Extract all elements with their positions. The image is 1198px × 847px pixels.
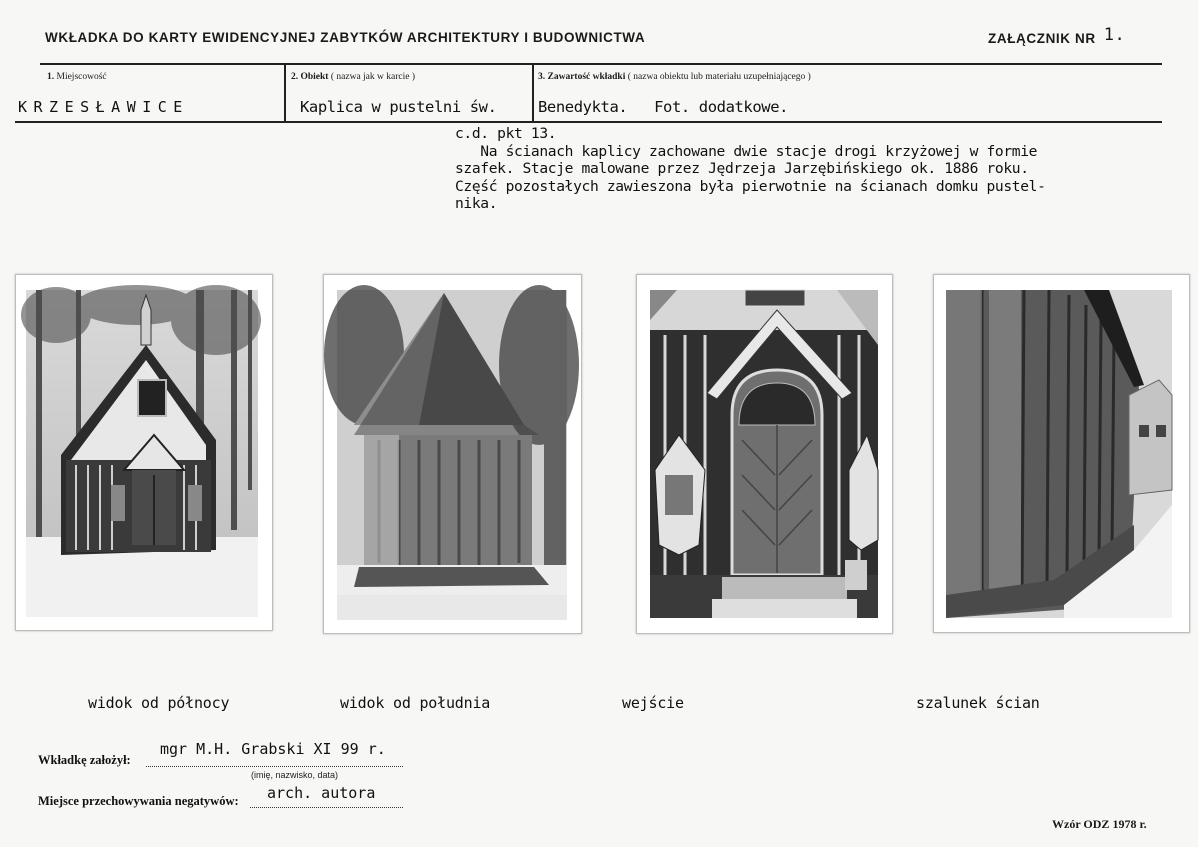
photo-entrance-image [637,275,892,633]
locality-label [47,72,107,82]
annex-label [988,25,1126,48]
top-rule [40,63,1162,65]
caption-wall-boarding: szalunek ścian [916,694,1040,712]
annex-label-text: ZAŁĄCZNIK NR [988,31,1096,46]
content-value: Benedykta. Fot. dodatkowe. [538,98,789,116]
photo-north-view-image [16,275,272,630]
locality-label-num: 1. [47,72,55,82]
description-line: Część pozostałych zawieszona była pierwotnie na ścianach domku pustel- [455,177,1046,195]
content-label-num: 3. [538,72,546,82]
object-value: Kaplica w pustelni św. [300,98,497,116]
annex-number: 1. [1103,25,1126,45]
object-label-num: 2. [291,72,299,82]
description-line: Na ścianach kaplicy zachowane dwie stacje drogi krzyżowej w formie [455,142,1038,160]
description-line: c.d. pkt 13. [455,125,557,142]
created-by-value: mgr M.H. Grabski XI 99 r. [160,740,386,758]
object-label-note: ( nazwa jak w karcie ) [330,72,415,82]
locality-value: KRZESŁAWICE [18,98,189,116]
caption-south-view: widok od południa [340,694,491,712]
content-label-note: ( nazwa obiektu lub materiału uzupełniającego ) [627,72,811,82]
locality-label-text: Miejscowość [56,72,107,82]
created-by-note: (imię, nazwisko, data) [251,770,339,780]
photo-wall-boarding [933,274,1190,633]
description-line: nika. [455,195,498,212]
object-label-text: Obiekt [300,72,329,82]
content-label [538,72,811,82]
object-label [291,72,415,82]
photo-south-view-image [324,275,581,633]
content-label-text: Zawartość wkładki [547,72,626,82]
caption-entrance: wejście [622,694,684,712]
photo-north-view [15,274,273,631]
field-divider-1 [284,64,286,122]
field-rule [15,121,1162,123]
photo-wall-boarding-image [934,275,1189,632]
negatives-storage-label: Miejsce przechowywania negatywów: [38,794,239,808]
caption-north-view: widok od północy [88,694,230,712]
created-by-dotted-line [146,766,403,767]
form-template-label: Wzór ODZ 1978 r. [1052,817,1147,831]
sheet-title: WKŁADKA DO KARTY EWIDENCYJNEJ ZABYTKÓW ARCHITEKTURY I BUDOWNICTWA [45,30,646,45]
photo-entrance [636,274,893,634]
negatives-storage-dotted-line [250,807,403,808]
negatives-storage-value: arch. autora [267,784,376,802]
field-divider-2 [532,64,534,122]
description-line: szafek. Stacje malowane przez Jędrzeja Jarzębińskiego ok. 1886 roku. [455,160,1029,177]
description-text [455,125,1175,213]
created-by-label: Wkładkę założył: [38,753,131,767]
photo-south-view [323,274,582,634]
